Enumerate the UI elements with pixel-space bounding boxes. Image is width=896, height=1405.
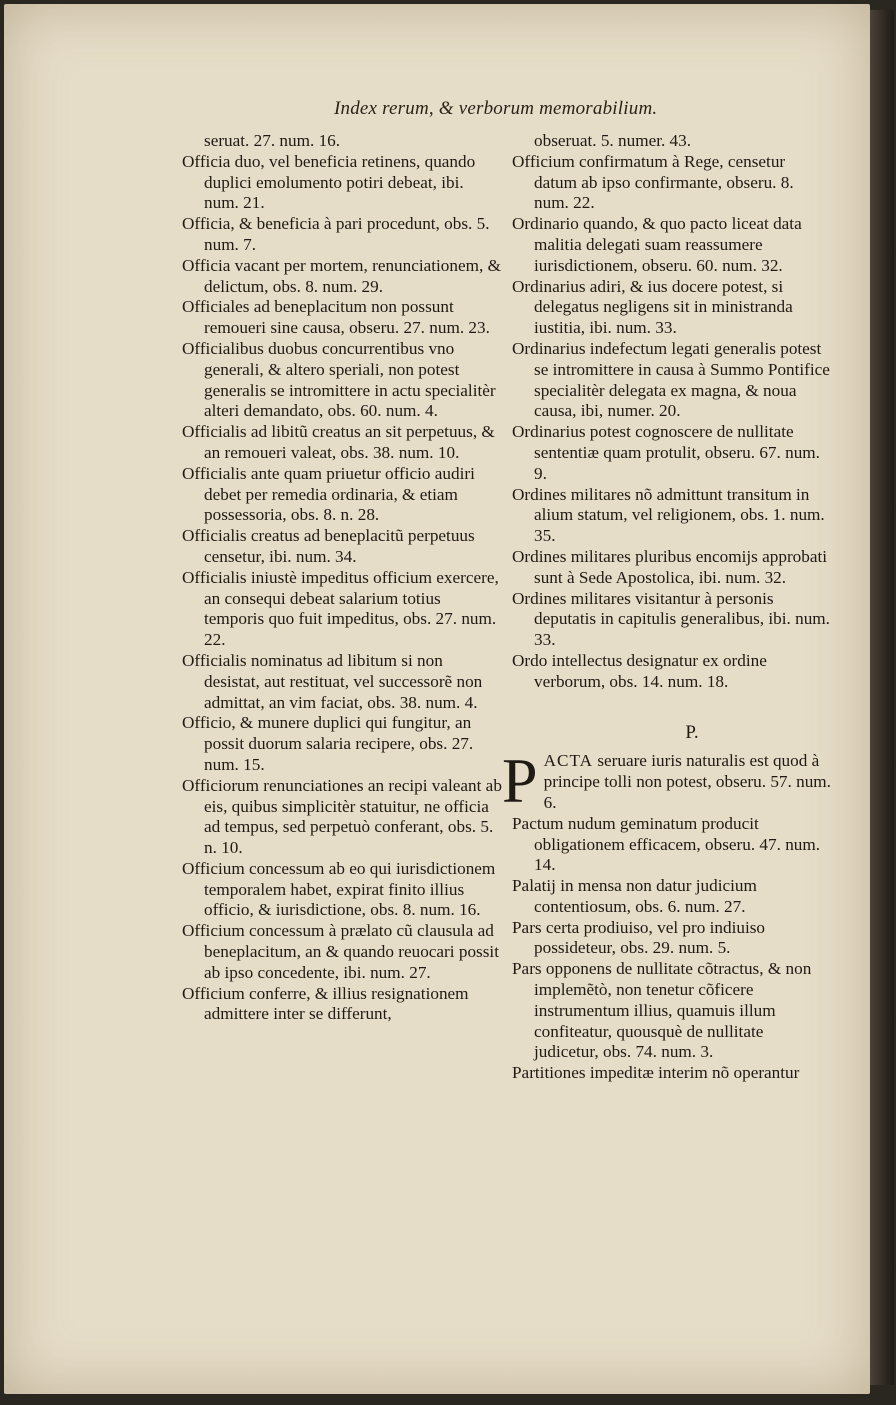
index-entry: Officia vacant per mortem, renunciationem, & delictum, obs. 8. num. 29. <box>182 255 501 296</box>
book-page <box>4 4 870 1394</box>
index-entry: Pars opponens de nullitate cõtractus, & non implemẽtò, non tenetur cõficere instrumentum illius, quamuis illum confiteatur, quousquè de nullitate judicetur, obs. 74. num. 3. <box>512 959 812 1062</box>
continuation-line: seruat. 27. num. 16. <box>204 131 341 150</box>
index-entry: Ordinarius indefectum legati generalis potest se intromittere in causa à Summo Pontifice specialitèr delegata ex magna, & noua causa, ibi, numer. 20. <box>512 338 830 421</box>
book-edge <box>870 10 894 1385</box>
index-entry: Officium concessum à prælato cũ clausula ad beneplacitum, an & quando reuocari possit ab ipso concedente, ibi. num. 27. <box>182 921 499 982</box>
index-entry: Ordines militares pluribus encomijs approbati sunt à Sede Apostolica, ibi. num. 32. <box>512 546 828 587</box>
index-entry: Officialis nominatus ad libitum si non desistat, aut restituat, vel successorẽ non admittat, an vim faciat, obs. 38. num. 4. <box>182 650 483 712</box>
lead-text: seruare iuris naturalis est quod à principe tolli non potest, obseru. 57. num. 6. <box>543 751 831 812</box>
index-entry: Pars certa prodiuiso, vel pro indiuiso possideteur, obs. 29. num. 5. <box>512 917 765 958</box>
index-entry: Officialis iniustè impeditus officium exercere, an consequi debeat salarium totius temporis quo fuit impeditus, obs. 27. num. 22. <box>182 567 499 650</box>
index-entry: Officio, & munere duplici qui fungitur, an possit duorum salaria recipere, obs. 27. num. 15. <box>182 713 474 774</box>
index-entry: Ordines militares nõ admittunt transitum in alium statum, vel religionem, obs. 1. num. 35. <box>512 484 825 546</box>
index-entry: Partitiones impeditæ interim nõ operantur <box>512 1063 800 1083</box>
index-entry: Officium conferre, & illius resignationem admittere inter se differunt, <box>182 983 469 1024</box>
index-entry: Officialis ante quam priuetur officio audiri debet per remedia ordinaria, & etiam possessoria, obs. 8. n. 28. <box>182 463 475 525</box>
index-entry: Officia duo, vel beneficia retinens, quando duplici emolumento potiri debeat, ibi. num. 21. <box>182 151 476 213</box>
section-heading-p: P. <box>685 721 699 743</box>
index-entry: Palatij in mensa non datur judicium contentiosum, obs. 6. num. 27. <box>512 876 757 916</box>
index-entry: Ordinarius potest cognoscere de nullitate sententiæ quam protulit, obseru. 67. num. 9. <box>512 422 820 483</box>
index-entry: Officialibus duobus concurrentibus vno generali, & altero speriali, non potest generalis se intromittere in actu specialitèr alteri demandato, obs. 60. num. 4. <box>182 338 496 421</box>
index-entry: Officium concessum ab eo qui iurisdictionem temporalem habet, expirat finito illius officio, & iurisdictione, obs. 8. num. 16. <box>182 858 496 920</box>
left-column <box>182 131 502 1025</box>
index-entry: Officia, & beneficia à pari procedunt, obs. 5. num. 7. <box>182 214 490 254</box>
index-entry: Officiales ad beneplacitum non possunt remoueri sine causa, obseru. 27. num. 23. <box>182 297 490 338</box>
index-entry: Officialis ad libitũ creatus an sit perpetuus, & an remoueri valeat, obs. 38. num. 10. <box>182 422 495 462</box>
index-entry: Officialis creatus ad beneplacitũ perpetuus censetur, ibi. num. 34. <box>182 526 475 566</box>
lead-entry <box>502 745 832 817</box>
right-column <box>502 131 832 1084</box>
index-entry: Officiorum renunciationes an recipi valeant ab eis, quibus simplicitèr statuitur, ne officia ad tempus, sed perpetuò conferant, obs. 5. n. 10. <box>182 775 502 858</box>
index-entry: Pactum nudum geminatum producit obligationem efficacem, obseru. 47. num. 14. <box>512 813 821 875</box>
continuation-line: obseruat. 5. numer. 43. <box>534 131 692 150</box>
index-entry: Ordines militares visitantur à personis deputatis in capitulis generalibus, ibi. num. 33. <box>512 588 830 650</box>
lead-caps: ACTA <box>543 751 594 771</box>
index-entry: Ordinarius adiri, & ius docere potest, si delegatus negligens sit in ministranda iustitia, ibi. num. 33. <box>512 276 793 338</box>
running-title: Index rerum, & verborum memorabilium. <box>334 98 658 119</box>
drop-cap: P <box>502 745 538 817</box>
index-entry: Ordinario quando, & quo pacto liceat data malitia delegati suam reassumere iurisdictionem, obseru. 60. num. 32. <box>512 214 802 275</box>
index-entry: Ordo intellectus designatur ex ordine verborum, obs. 14. num. 18. <box>512 650 767 691</box>
index-entry: Officium confirmatum à Rege, censetur datum ab ipso confirmante, obseru. 8. num. 22. <box>512 151 794 213</box>
